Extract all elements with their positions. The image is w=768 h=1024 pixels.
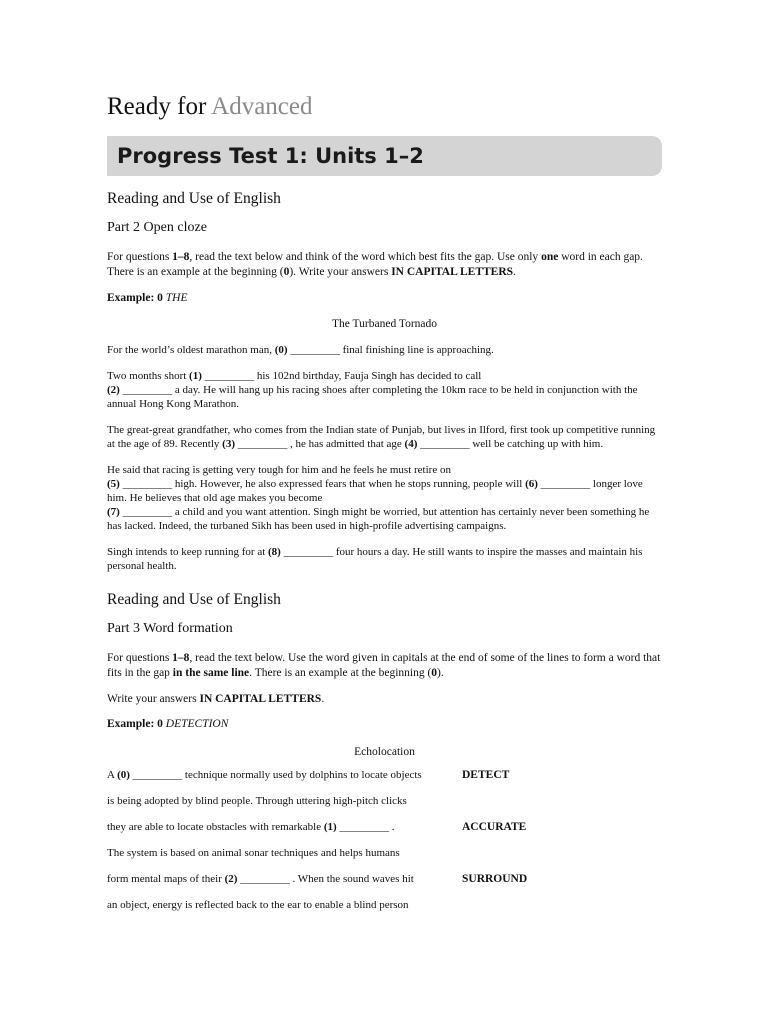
part2-paragraph-1: For the world’s oldest marathon man, (0) _________ final finishing line is approaching. [107,344,494,356]
part2-heading: Part 2 Open cloze [107,220,207,235]
part3-text-title: Echolocation [354,746,415,758]
test-title: Progress Test 1: Units 1–2 [117,144,424,168]
word-formation-line: is being adopted by blind people. Through uttering high-pitch clicks [107,795,407,807]
part3-example: Example: 0 DETECTION [107,718,229,730]
word-formation-lines [107,769,662,925]
part2-section-heading: Reading and Use of English [107,190,281,207]
word-formation-line: an object, energy is reflected back to the ear to enable a blind person [107,899,409,911]
part3-heading: Part 3 Word formation [107,621,233,636]
test-banner [107,136,662,176]
word-formation-line: The system is based on animal sonar techniques and helps humans [107,847,400,859]
word-formation-line: they are able to locate obstacles with remarkable (1) _________ . ACCURATE [107,821,527,833]
word-formation-line: form mental maps of their (2) _________ . When the sound waves hit SURROUND [107,873,528,885]
part2-paragraph-5: Singh intends to keep running for at (8) _________ four hours a day. He still wants to inspire the masses and maintain his personal health. [107,546,643,572]
part3-section-heading: Reading and Use of English [107,591,281,608]
stem-word: DETECT [462,769,510,781]
part2-paragraph-4: He said that racing is getting very tough for him and he feels he must retire on (5) _________ high. However, he also expressed fears that when he stops running, people will (6) _________ longer love him. He believes that old age makes you become (7) _________ a child and you want attention. Singh might be worried, but attention has certainly never been something he has lacked. Indeed, the turbaned Sikh has been used in high-profile advertising campaigns. [107,464,650,532]
part3-instructions: For questions 1–8, read the text below. Use the word given in capitals at the end of some of the lines to form a word that fits in the gap in the same line. There is an example at the beginning (0). [107,652,661,679]
part2-text-title: The Turbaned Tornado [331,318,438,330]
word-formation-line: A (0) _________ technique normally used by dolphins to locate objects DETECT [107,769,510,781]
part2-paragraph-2: Two months short (1) _________ his 102nd birthday, Fauja Singh has decided to call (2) _________ a day. He will hang up his racing shoes after completing the 10km race to be held in conjunction with the annual Hong Kong Marathon. [107,370,638,410]
part2-paragraph-3: The great-great grandfather, who comes from the Indian state of Punjab, but lives in Ilford, first took up competitive running at the age of 89. Recently (3) _________ , he has admitted that age (4) _________ well be catching up with him. [107,424,656,450]
worksheet-page [107,90,662,925]
part2-example: Example: 0 THE [107,292,188,304]
stem-word: SURROUND [462,873,528,885]
part2-instructions: For questions 1–8, read the text below and think of the word which best fits the gap. Use only one word in each gap. There is an example at the beginning (0). Write your answers IN CAPITAL LETTERS. [107,251,643,278]
book-title-main: Ready for [107,93,212,120]
book-title [107,90,662,124]
book-title-sub: Advanced [211,93,313,120]
stem-word: ACCURATE [462,821,527,833]
part3-write-instruction: Write your answers IN CAPITAL LETTERS. [107,693,325,705]
